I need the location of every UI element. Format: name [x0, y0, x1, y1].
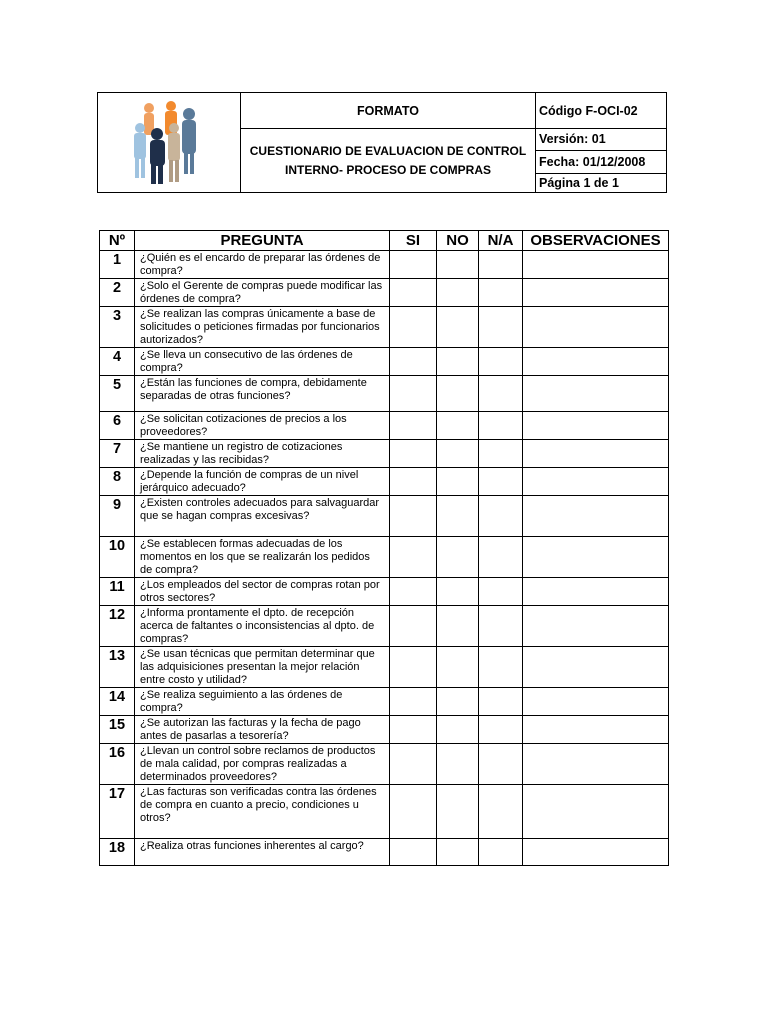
question-text: ¿Se establecen formas adecuadas de los momentos en los que se realizarán los pedidos de compra? [135, 537, 390, 578]
answer-no-cell[interactable] [437, 376, 479, 412]
table-row [100, 744, 669, 785]
answer-yes-cell[interactable] [390, 348, 437, 376]
table-row [100, 606, 669, 647]
answer-no-cell[interactable] [437, 468, 479, 496]
question-text: ¿Se autorizan las facturas y la fecha de pago antes de pasarlas a tesorería? [135, 716, 390, 744]
header-meta-cell [536, 93, 666, 192]
answer-na-cell[interactable] [479, 376, 523, 412]
answer-yes-cell[interactable] [390, 279, 437, 307]
people-group-logo-icon [129, 98, 209, 188]
form-date: Fecha: 01/12/2008 [536, 151, 666, 174]
observations-cell[interactable] [523, 606, 669, 647]
question-number: 4 [100, 348, 135, 376]
answer-yes-cell[interactable] [390, 785, 437, 839]
observations-cell[interactable] [523, 839, 669, 866]
question-number: 7 [100, 440, 135, 468]
answer-yes-cell[interactable] [390, 647, 437, 688]
question-text: ¿Se usan técnicas que permitan determinar que las adquisiciones presentan la mejor relación entre costo y utilidad? [135, 647, 390, 688]
question-number: 15 [100, 716, 135, 744]
answer-na-cell[interactable] [479, 688, 523, 716]
question-text: ¿Se realiza seguimiento a las órdenes de compra? [135, 688, 390, 716]
answer-yes-cell[interactable] [390, 468, 437, 496]
answer-no-cell[interactable] [437, 606, 479, 647]
answer-yes-cell[interactable] [390, 307, 437, 348]
form-subtitle-line1: CUESTIONARIO DE EVALUACION DE CONTROL [249, 143, 527, 158]
question-number: 17 [100, 785, 135, 839]
question-number: 12 [100, 606, 135, 647]
observations-cell[interactable] [523, 348, 669, 376]
answer-no-cell[interactable] [437, 744, 479, 785]
answer-yes-cell[interactable] [390, 440, 437, 468]
answer-na-cell[interactable] [479, 578, 523, 606]
answer-na-cell[interactable] [479, 348, 523, 376]
table-row [100, 412, 669, 440]
form-subtitle [241, 129, 535, 192]
answer-no-cell[interactable] [437, 496, 479, 537]
answer-na-cell[interactable] [479, 716, 523, 744]
table-row [100, 688, 669, 716]
question-text: ¿Depende la función de compras de un nivel jerárquico adecuado? [135, 468, 390, 496]
question-number: 18 [100, 839, 135, 866]
answer-yes-cell[interactable] [390, 744, 437, 785]
table-row [100, 785, 669, 839]
column-header-observations: OBSERVACIONES [523, 231, 669, 251]
answer-na-cell[interactable] [479, 606, 523, 647]
answer-yes-cell[interactable] [390, 496, 437, 537]
question-number: 14 [100, 688, 135, 716]
form-page: Página 1 de 1 [539, 176, 619, 190]
answer-na-cell[interactable] [479, 496, 523, 537]
observations-cell[interactable] [523, 376, 669, 412]
question-text: ¿Informa prontamente el dpto. de recepción acerca de faltantes o inconsistencias al dpto. de compras? [135, 606, 390, 647]
table-row [100, 839, 669, 866]
table-row [100, 716, 669, 744]
observations-cell[interactable] [523, 251, 669, 279]
table-row [100, 647, 669, 688]
document-header [97, 92, 667, 193]
answer-no-cell[interactable] [437, 716, 479, 744]
logo-cell [98, 93, 241, 192]
table-row [100, 279, 669, 307]
answer-no-cell[interactable] [437, 785, 479, 839]
form-code: Código F-OCI-02 [536, 93, 666, 129]
observations-cell[interactable] [523, 578, 669, 606]
question-number: 13 [100, 647, 135, 688]
column-header-na: N/A [479, 231, 523, 251]
answer-na-cell[interactable] [479, 251, 523, 279]
table-header-row [100, 231, 669, 251]
column-header-question: PREGUNTA [135, 231, 390, 251]
answer-yes-cell[interactable] [390, 412, 437, 440]
question-text: ¿Solo el Gerente de compras puede modificar las órdenes de compra? [135, 279, 390, 307]
question-number: 6 [100, 412, 135, 440]
observations-cell[interactable] [523, 647, 669, 688]
answer-no-cell[interactable] [437, 537, 479, 578]
observations-cell[interactable] [523, 279, 669, 307]
observations-cell[interactable] [523, 716, 669, 744]
observations-cell[interactable] [523, 440, 669, 468]
question-number: 10 [100, 537, 135, 578]
answer-no-cell[interactable] [437, 412, 479, 440]
answer-na-cell[interactable] [479, 785, 523, 839]
column-header-no: NO [437, 231, 479, 251]
question-text: ¿Existen controles adecuados para salvaguardar que se hagan compras excesivas? [135, 496, 390, 537]
answer-no-cell[interactable] [437, 440, 479, 468]
table-row [100, 251, 669, 279]
answer-no-cell[interactable] [437, 251, 479, 279]
form-version: Versión: 01 [536, 129, 666, 151]
answer-yes-cell[interactable] [390, 688, 437, 716]
observations-cell[interactable] [523, 496, 669, 537]
question-text: ¿Se mantiene un registro de cotizaciones realizadas y las recibidas? [135, 440, 390, 468]
questionnaire-body [100, 251, 669, 866]
answer-yes-cell[interactable] [390, 578, 437, 606]
answer-yes-cell[interactable] [390, 376, 437, 412]
observations-cell[interactable] [523, 785, 669, 839]
question-text: ¿Se realizan las compras únicamente a base de solicitudes o peticiones firmadas por funcionarios autorizados? [135, 307, 390, 348]
answer-no-cell[interactable] [437, 688, 479, 716]
question-text: ¿Llevan un control sobre reclamos de productos de mala calidad, por compras realizadas a determinados proveedores? [135, 744, 390, 785]
answer-yes-cell[interactable] [390, 716, 437, 744]
observations-cell[interactable] [523, 744, 669, 785]
answer-na-cell[interactable] [479, 412, 523, 440]
observations-cell[interactable] [523, 468, 669, 496]
question-text: ¿Quién es el encardo de preparar las órdenes de compra? [135, 251, 390, 279]
column-header-yes: SI [390, 231, 437, 251]
table-row [100, 578, 669, 606]
question-text: ¿Se lleva un consecutivo de las órdenes de compra? [135, 348, 390, 376]
answer-no-cell[interactable] [437, 307, 479, 348]
question-number: 11 [100, 578, 135, 606]
table-row [100, 496, 669, 537]
question-text: ¿Los empleados del sector de compras rotan por otros sectores? [135, 578, 390, 606]
answer-no-cell[interactable] [437, 578, 479, 606]
observations-cell[interactable] [523, 537, 669, 578]
question-text: ¿Están las funciones de compra, debidamente separadas de otras funciones? [135, 376, 390, 412]
column-header-number: Nº [100, 231, 135, 251]
answer-yes-cell[interactable] [390, 839, 437, 866]
answer-yes-cell[interactable] [390, 537, 437, 578]
answer-na-cell[interactable] [479, 440, 523, 468]
answer-na-cell[interactable] [479, 744, 523, 785]
answer-no-cell[interactable] [437, 348, 479, 376]
question-number: 8 [100, 468, 135, 496]
question-text: ¿Las facturas son verificadas contra las órdenes de compra en cuanto a precio, condiciones u otros? [135, 785, 390, 839]
answer-no-cell[interactable] [437, 839, 479, 866]
question-number: 3 [100, 307, 135, 348]
observations-cell[interactable] [523, 412, 669, 440]
form-title: FORMATO [241, 93, 535, 129]
question-text: ¿Se solicitan cotizaciones de precios a los proveedores? [135, 412, 390, 440]
answer-yes-cell[interactable] [390, 251, 437, 279]
answer-na-cell[interactable] [479, 839, 523, 866]
answer-na-cell[interactable] [479, 307, 523, 348]
table-row [100, 376, 669, 412]
answer-na-cell[interactable] [479, 468, 523, 496]
answer-na-cell[interactable] [479, 279, 523, 307]
question-number: 1 [100, 251, 135, 279]
question-number: 16 [100, 744, 135, 785]
header-title-cell [241, 93, 536, 192]
answer-na-cell[interactable] [479, 647, 523, 688]
question-number: 9 [100, 496, 135, 537]
table-row [100, 537, 669, 578]
table-row [100, 468, 669, 496]
answer-yes-cell[interactable] [390, 606, 437, 647]
observations-cell[interactable] [523, 307, 669, 348]
table-row [100, 307, 669, 348]
question-number: 5 [100, 376, 135, 412]
questionnaire-table [99, 230, 669, 866]
answer-no-cell[interactable] [437, 279, 479, 307]
question-text: ¿Realiza otras funciones inherentes al cargo? [135, 839, 390, 866]
table-row [100, 440, 669, 468]
form-subtitle-line2: INTERNO- PROCESO DE COMPRAS [284, 162, 491, 177]
answer-no-cell[interactable] [437, 647, 479, 688]
answer-na-cell[interactable] [479, 537, 523, 578]
observations-cell[interactable] [523, 688, 669, 716]
question-number: 2 [100, 279, 135, 307]
table-row [100, 348, 669, 376]
